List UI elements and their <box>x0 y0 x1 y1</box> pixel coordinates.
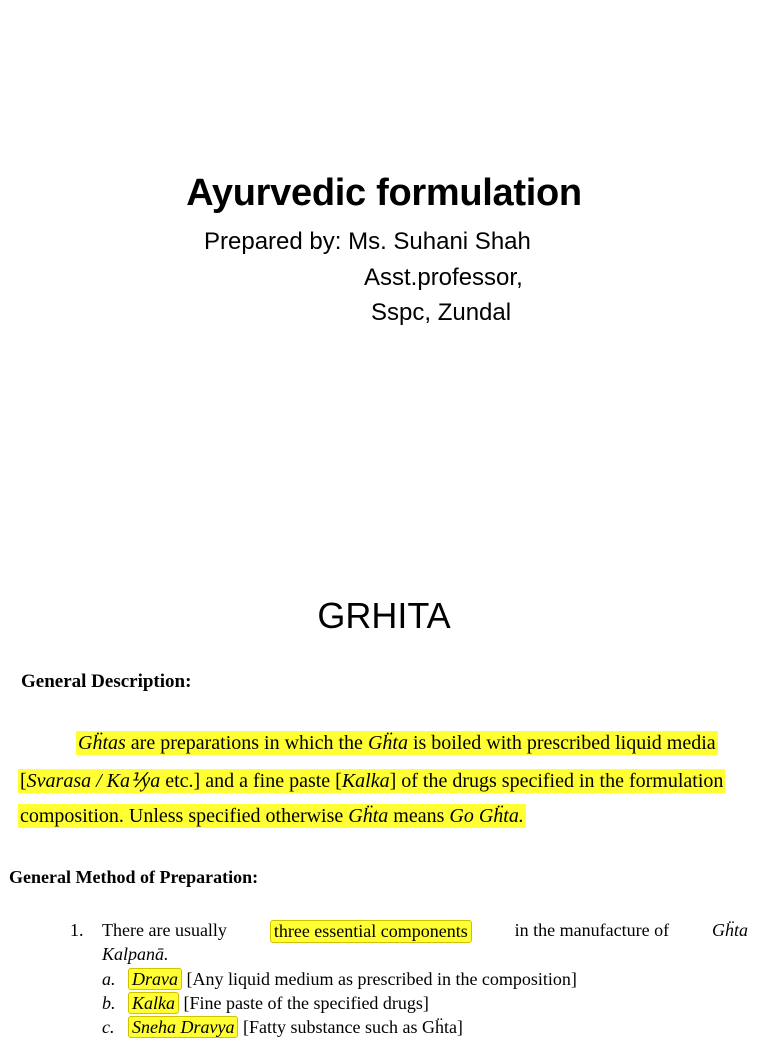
general-description-label: General Description: <box>21 671 192 692</box>
component-b <box>102 993 429 1014</box>
text: composition. Unless specified otherwise <box>20 805 349 827</box>
description-line-2 <box>18 768 758 793</box>
highlight-line-1 <box>76 731 718 755</box>
grhita-slide <box>0 570 768 1037</box>
slide-title: Ayurvedic formulation <box>186 172 582 214</box>
description-line-1 <box>18 732 758 755</box>
method-label: General Method of Preparation: <box>9 867 259 887</box>
text: are preparations in which the <box>125 732 368 754</box>
highlight-three-components: three essential components <box>270 920 472 943</box>
text: [Fatty substance such as Gḧta] <box>238 1017 463 1037</box>
text: is boiled with prescribed liquid media <box>407 732 716 754</box>
highlight-line-2 <box>18 769 725 793</box>
list-letter: c. <box>102 1017 115 1037</box>
text: etc.] and a fine paste [ <box>160 770 342 792</box>
text: There are usually <box>102 920 227 940</box>
text: means <box>388 805 450 827</box>
term-svarasa-kasaya: Svarasa / Ka⅟ya <box>26 770 161 792</box>
text: [Any liquid medium as prescribed in the composition] <box>182 969 577 989</box>
term-sneha-dravya: Sneha Dravya <box>128 1016 238 1038</box>
component-c <box>102 1017 463 1038</box>
term-go-ghrta: Go Gḧta. <box>449 805 524 827</box>
text: [ <box>20 770 27 792</box>
method-item-1 <box>70 920 748 943</box>
author-institution: Sspc, Zundal <box>371 299 512 326</box>
list-letter: a. <box>102 969 116 989</box>
term-ghrtas: Gḧtas <box>78 732 126 754</box>
author-position: Asst.professor, <box>364 264 523 291</box>
item-number: 1. <box>70 920 84 940</box>
section-heading: GRHITA <box>317 595 451 636</box>
text: [Fine paste of the specified drugs] <box>179 993 429 1013</box>
prepared-by: Prepared by: Ms. Suhani Shah <box>204 228 531 255</box>
description-line-3 <box>18 805 758 828</box>
highlight-line-3 <box>18 804 526 828</box>
term-kalka: Kalka <box>128 992 179 1014</box>
list-letter: b. <box>102 993 116 1013</box>
method-item-1-cont: Kalpanā. <box>102 944 169 964</box>
component-a <box>102 969 577 990</box>
term-drava: Drava <box>128 968 182 990</box>
text: ] of the drugs specified in the formulation <box>389 770 724 792</box>
term-ghrta: Gḧta <box>348 805 389 827</box>
term-ghrta: Gḧta <box>712 920 748 940</box>
text: in the manufacture of <box>514 920 670 940</box>
term-kalka: Kalka <box>341 770 390 792</box>
term-ghrta: Gḧta <box>367 732 408 754</box>
